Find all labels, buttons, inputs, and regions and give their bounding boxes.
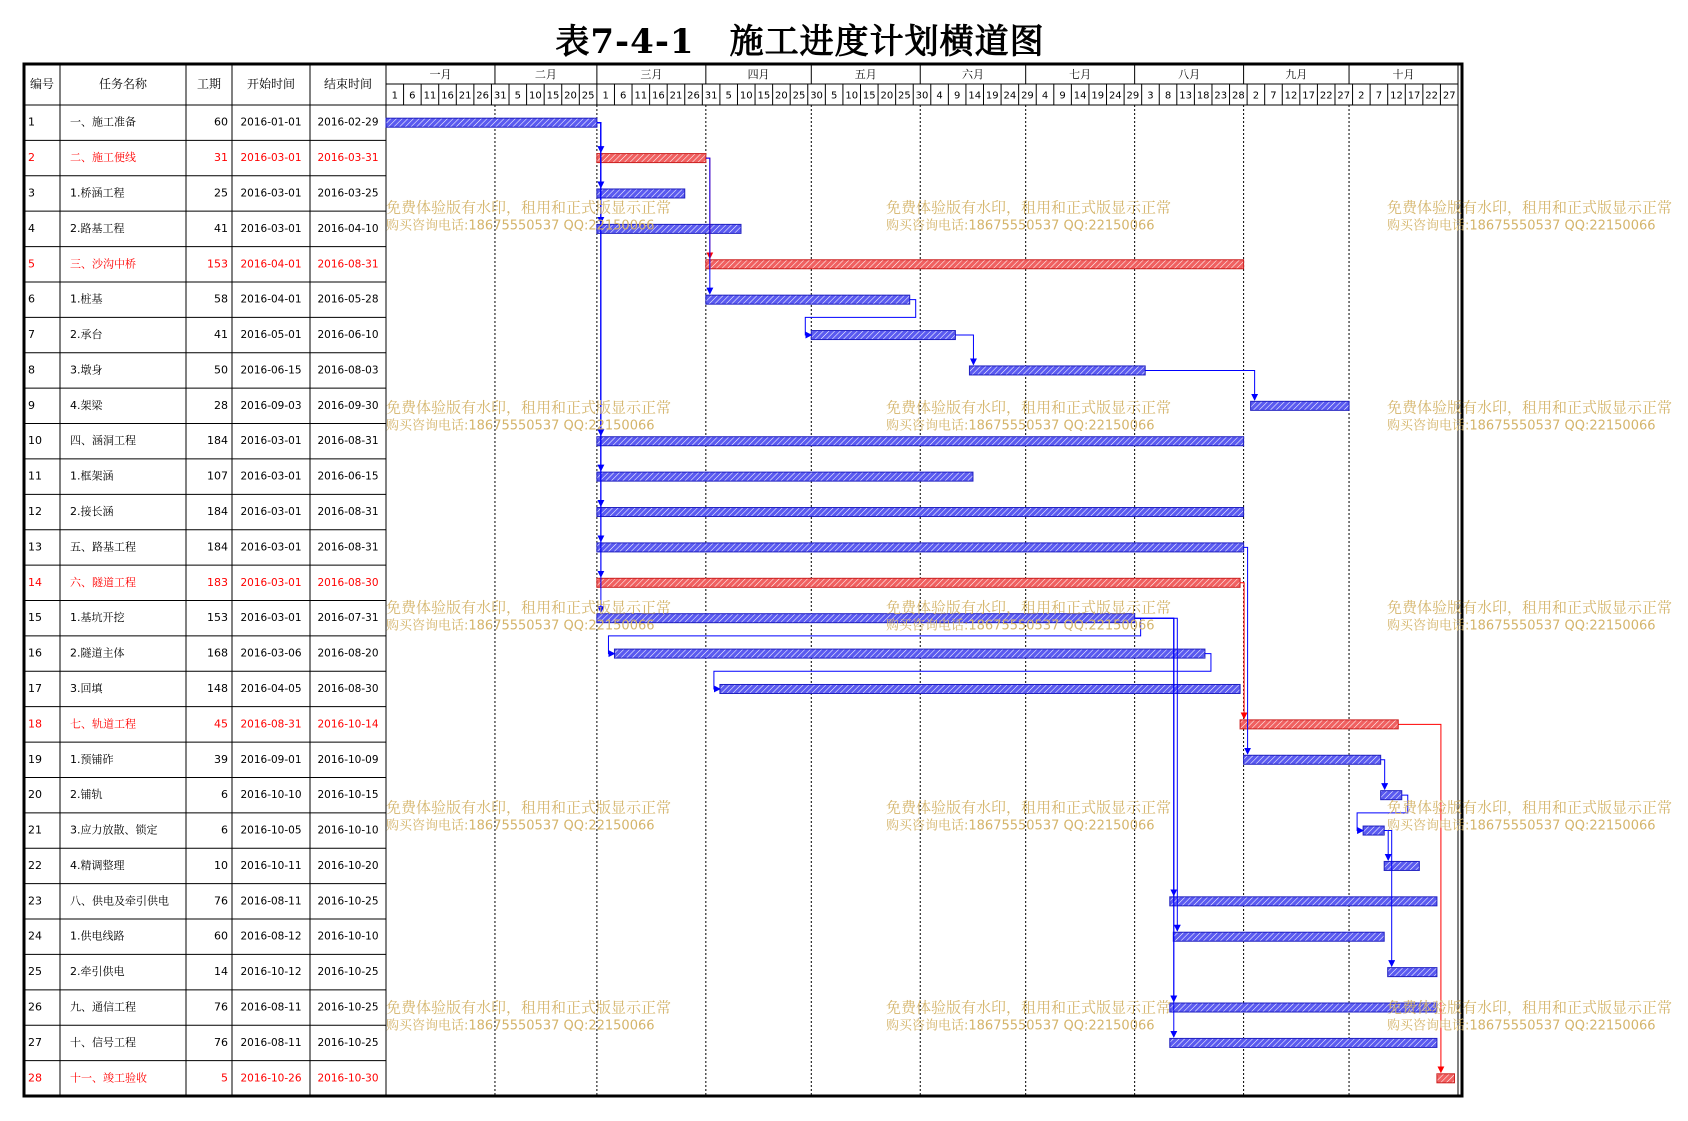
day-tick-label: 30	[810, 90, 823, 102]
watermark-line: 购买咨询电话:18675550537 QQ:22150066	[1387, 1018, 1656, 1034]
task-id: 12	[28, 505, 42, 519]
dependency-link	[597, 123, 601, 506]
task-bar	[614, 649, 1204, 658]
task-duration: 148	[207, 681, 228, 695]
task-duration: 183	[207, 575, 228, 589]
task-name: 1.桥涵工程	[70, 186, 125, 200]
task-bar	[1173, 932, 1384, 941]
day-tick-label: 4	[936, 90, 943, 102]
task-end: 2016-10-20	[317, 859, 379, 872]
task-start: 2016-03-01	[240, 612, 302, 625]
task-duration: 153	[207, 611, 228, 625]
task-id: 6	[28, 292, 35, 306]
task-end: 2016-03-25	[317, 187, 379, 200]
dependency-link	[1145, 370, 1254, 399]
task-id: 24	[28, 929, 42, 943]
month-label: 六月	[961, 68, 984, 81]
task-duration: 60	[214, 115, 228, 129]
task-bar	[1170, 1038, 1437, 1047]
task-end: 2016-09-30	[317, 399, 379, 412]
task-start: 2016-09-03	[240, 399, 302, 412]
task-name: 4.架梁	[70, 398, 103, 412]
task-bar	[1240, 720, 1398, 729]
task-end: 2016-10-25	[317, 895, 379, 908]
column-header: 任务名称	[98, 77, 148, 91]
task-start: 2016-10-12	[240, 966, 302, 979]
day-tick-label: 20	[880, 90, 894, 102]
month-label: 四月	[747, 68, 770, 81]
day-tick-label: 29	[1021, 90, 1034, 102]
dependency-link	[597, 123, 601, 152]
day-tick-label: 20	[564, 90, 577, 102]
month-label: 八月	[1178, 68, 1201, 81]
task-end: 2016-08-31	[317, 258, 379, 271]
task-start: 2016-04-05	[240, 682, 302, 695]
day-tick-label: 19	[985, 90, 999, 102]
task-bar	[597, 543, 1244, 552]
task-duration: 14	[214, 965, 228, 979]
task-duration: 184	[207, 434, 228, 448]
task-end: 2016-08-31	[317, 506, 379, 519]
dependency-link	[597, 123, 601, 436]
task-id: 11	[28, 469, 42, 483]
watermark-line: 免费体验版有水印，租用和正式版显示正常	[386, 798, 672, 817]
day-tick-label: 24	[1003, 90, 1017, 102]
task-start: 2016-03-01	[240, 470, 302, 483]
task-duration: 76	[214, 894, 228, 908]
task-id: 18	[28, 717, 42, 731]
day-tick-label: 25	[898, 90, 911, 102]
day-tick-label: 14	[968, 90, 982, 102]
watermark-line: 购买咨询电话:18675550537 QQ:22150066	[1387, 818, 1656, 834]
task-end: 2016-10-10	[317, 930, 379, 943]
watermark-line: 购买咨询电话:18675550537 QQ:22150066	[386, 418, 655, 434]
dependency-link	[714, 654, 1211, 689]
day-tick-label: 15	[546, 90, 560, 102]
day-tick-label: 27	[1442, 90, 1456, 102]
dependency-link	[1135, 618, 1178, 931]
task-id: 4	[28, 221, 35, 235]
task-bar	[811, 331, 955, 340]
task-name: 八、供电及牵引供电	[70, 894, 169, 908]
task-id: 23	[28, 894, 42, 908]
task-bar	[720, 684, 1240, 693]
task-start: 2016-10-11	[240, 859, 302, 872]
task-start: 2016-03-01	[240, 222, 302, 235]
watermark-line: 购买咨询电话:18675550537 QQ:22150066	[386, 1018, 655, 1034]
day-tick-label: 20	[775, 90, 788, 102]
task-id: 13	[28, 540, 42, 554]
task-name: 1.框架涵	[70, 469, 114, 483]
watermark-line: 免费体验版有水印，租用和正式版显示正常	[386, 198, 672, 217]
dependency-link	[1384, 831, 1388, 860]
column-header: 开始时间	[246, 77, 296, 91]
day-tick-label: 5	[830, 90, 838, 102]
task-end: 2016-08-30	[317, 682, 379, 695]
task-bar	[597, 189, 685, 198]
column-header: 工期	[196, 77, 222, 91]
day-tick-label: 17	[1407, 90, 1421, 102]
day-tick-label: 22	[1425, 90, 1439, 102]
day-tick-label: 12	[1390, 90, 1403, 102]
task-start: 2016-08-11	[240, 1001, 302, 1014]
task-end: 2016-10-10	[317, 824, 379, 837]
task-bar	[1170, 897, 1437, 906]
task-duration: 76	[214, 1000, 228, 1014]
day-tick-label: 3	[1147, 90, 1154, 102]
day-tick-label: 15	[757, 90, 771, 102]
day-tick-label: 10	[739, 90, 753, 102]
task-bar	[1384, 861, 1419, 870]
task-id: 7	[28, 328, 35, 342]
day-tick-label: 17	[1302, 90, 1315, 102]
month-label: 五月	[854, 68, 877, 81]
task-bar	[597, 437, 1244, 446]
task-duration: 50	[214, 363, 228, 377]
day-tick-label: 29	[1126, 90, 1140, 102]
task-end: 2016-08-30	[317, 576, 379, 589]
task-name: 2.隧道主体	[70, 646, 125, 660]
day-tick-label: 16	[652, 90, 665, 102]
task-end: 2016-07-31	[317, 612, 379, 625]
task-bar	[597, 154, 706, 163]
column-header: 编号	[29, 77, 55, 91]
task-end: 2016-06-10	[317, 329, 379, 342]
watermark-line: 购买咨询电话:18675550537 QQ:22150066	[386, 618, 655, 634]
task-duration: 5	[221, 1071, 228, 1085]
column-header: 结束时间	[323, 77, 373, 91]
task-name: 七、轨道工程	[70, 717, 136, 731]
task-end: 2016-10-15	[317, 789, 379, 802]
task-duration: 153	[207, 257, 228, 271]
watermark-line: 购买咨询电话:18675550537 QQ:22150066	[1387, 218, 1656, 234]
task-name: 2.路基工程	[70, 221, 125, 235]
task-start: 2016-10-10	[240, 789, 302, 802]
task-id: 3	[28, 186, 35, 200]
task-name: 4.精调整理	[70, 858, 125, 872]
task-end: 2016-08-31	[317, 435, 379, 448]
day-tick-label: 10	[529, 90, 542, 102]
month-label: 三月	[640, 68, 663, 81]
task-end: 2016-10-25	[317, 1001, 379, 1014]
task-end: 2016-04-10	[317, 222, 379, 235]
dependency-link	[706, 158, 710, 258]
task-id: 27	[28, 1035, 42, 1049]
task-bar	[597, 472, 973, 481]
day-tick-label: 5	[514, 90, 521, 102]
task-name: 三、沙沟中桥	[70, 257, 136, 271]
task-bar	[1437, 1074, 1455, 1083]
task-duration: 107	[207, 469, 228, 483]
task-name: 1.预铺砟	[70, 752, 114, 766]
task-id: 26	[28, 1000, 42, 1014]
task-start: 2016-03-01	[240, 152, 302, 165]
task-name: 1.供电线路	[70, 929, 125, 943]
day-tick-label: 22	[1319, 90, 1333, 102]
task-id: 20	[28, 788, 42, 802]
watermark-line: 购买咨询电话:18675550537 QQ:22150066	[886, 1018, 1155, 1034]
day-tick-label: 11	[423, 90, 437, 102]
task-name: 九、通信工程	[70, 1000, 136, 1014]
day-tick-label: 13	[1179, 90, 1192, 102]
task-name: 1.基坑开挖	[70, 611, 125, 625]
task-id: 28	[28, 1071, 42, 1085]
task-end: 2016-10-25	[317, 966, 379, 979]
dependency-link	[1381, 760, 1385, 789]
task-end: 2016-10-14	[317, 718, 379, 731]
task-name: 一、施工准备	[70, 115, 136, 129]
task-bar	[969, 366, 1145, 375]
day-tick-label: 8	[1164, 90, 1172, 102]
task-duration: 60	[214, 929, 228, 943]
day-tick-label: 21	[458, 90, 472, 102]
task-id: 19	[28, 752, 42, 766]
day-tick-label: 2	[1358, 90, 1365, 102]
month-label: 二月	[534, 68, 557, 81]
watermark-line: 购买咨询电话:18675550537 QQ:22150066	[1387, 618, 1656, 634]
task-id: 15	[28, 611, 42, 625]
task-duration: 6	[221, 823, 228, 837]
task-duration: 28	[214, 398, 228, 412]
task-duration: 45	[214, 717, 228, 731]
task-id: 16	[28, 646, 42, 660]
task-end: 2016-03-31	[317, 152, 379, 165]
task-id: 17	[28, 681, 42, 695]
task-duration: 58	[214, 292, 228, 306]
day-tick-label: 4	[1041, 90, 1049, 102]
day-tick-label: 6	[409, 90, 416, 102]
watermark-line: 免费体验版有水印，租用和正式版显示正常	[1387, 998, 1673, 1017]
day-tick-label: 28	[1231, 90, 1245, 102]
watermark-line: 免费体验版有水印，租用和正式版显示正常	[1387, 198, 1673, 217]
task-name: 3.回填	[70, 681, 103, 695]
watermark-line: 免费体验版有水印，租用和正式版显示正常	[386, 598, 672, 617]
dependency-link	[805, 300, 915, 335]
task-end: 2016-10-09	[317, 753, 379, 766]
task-name: 十一、竣工验收	[70, 1071, 147, 1085]
task-start: 2016-09-01	[240, 753, 302, 766]
task-start: 2016-05-01	[240, 329, 302, 342]
task-end: 2016-06-15	[317, 470, 379, 483]
day-tick-label: 24	[1108, 90, 1122, 102]
task-start: 2016-08-11	[240, 1036, 302, 1049]
watermark-line: 购买咨询电话:18675550537 QQ:22150066	[886, 818, 1155, 834]
day-tick-label: 6	[620, 90, 627, 102]
task-duration: 39	[214, 752, 228, 766]
watermark-line: 免费体验版有水印，租用和正式版显示正常	[886, 598, 1172, 617]
watermark-line: 免费体验版有水印，租用和正式版显示正常	[1387, 398, 1673, 417]
task-end: 2016-10-30	[317, 1072, 379, 1085]
task-duration: 6	[221, 788, 228, 802]
task-start: 2016-06-15	[240, 364, 302, 377]
task-start: 2016-10-05	[240, 824, 302, 837]
task-bar	[386, 118, 597, 127]
day-tick-label: 5	[725, 90, 732, 102]
watermark-line: 免费体验版有水印，租用和正式版显示正常	[1387, 798, 1673, 817]
day-tick-label: 9	[1059, 90, 1066, 102]
day-tick-label: 21	[669, 90, 683, 102]
task-id: 10	[28, 434, 42, 448]
chart-title: 表7-4-1 施工进度计划横道图	[555, 22, 1045, 62]
task-duration: 41	[214, 328, 228, 342]
task-duration: 184	[207, 505, 228, 519]
task-start: 2016-03-01	[240, 541, 302, 554]
day-tick-label: 31	[493, 90, 507, 102]
task-name: 五、路基工程	[70, 540, 136, 554]
task-start: 2016-03-01	[240, 576, 302, 589]
task-name: 1.桩基	[70, 292, 103, 306]
day-tick-label: 23	[1214, 90, 1228, 102]
day-tick-label: 26	[687, 90, 700, 102]
task-start: 2016-03-01	[240, 506, 302, 519]
task-start: 2016-03-06	[240, 647, 302, 660]
watermark-line: 购买咨询电话:18675550537 QQ:22150066	[886, 218, 1155, 234]
day-tick-label: 11	[634, 90, 648, 102]
task-duration: 31	[214, 151, 228, 165]
task-id: 5	[28, 257, 35, 271]
watermark-line: 免费体验版有水印，租用和正式版显示正常	[386, 998, 672, 1017]
task-bar	[597, 578, 1240, 587]
task-end: 2016-08-31	[317, 541, 379, 554]
task-name: 2.接长涵	[70, 505, 114, 519]
month-label: 七月	[1069, 68, 1092, 81]
task-name: 3.应力放散、锁定	[70, 823, 158, 837]
watermark-line: 免费体验版有水印，租用和正式版显示正常	[886, 798, 1172, 817]
task-name: 六、隧道工程	[70, 575, 136, 589]
task-duration: 76	[214, 1035, 228, 1049]
watermark-line: 购买咨询电话:18675550537 QQ:22150066	[886, 418, 1155, 434]
task-bar	[597, 508, 1244, 517]
task-name: 十、信号工程	[70, 1035, 136, 1049]
watermark-line: 免费体验版有水印，租用和正式版显示正常	[386, 398, 672, 417]
day-tick-label: 26	[476, 90, 490, 102]
day-tick-label: 16	[441, 90, 454, 102]
day-tick-label: 31	[704, 90, 718, 102]
day-tick-label: 7	[1375, 90, 1383, 102]
day-tick-label: 25	[792, 90, 806, 102]
task-name: 3.墩身	[70, 363, 103, 377]
dependency-link	[955, 335, 973, 364]
watermark-line: 购买咨询电话:18675550537 QQ:22150066	[886, 618, 1155, 634]
day-tick-label: 7	[1270, 90, 1277, 102]
task-end: 2016-08-20	[317, 647, 379, 660]
task-start: 2016-08-12	[240, 930, 302, 943]
month-label: 十月	[1392, 68, 1415, 81]
day-tick-label: 19	[1091, 90, 1105, 102]
watermark-line: 免费体验版有水印，租用和正式版显示正常	[886, 998, 1172, 1017]
day-tick-label: 14	[1073, 90, 1087, 102]
day-tick-label: 10	[845, 90, 859, 102]
task-start: 2016-03-01	[240, 435, 302, 448]
task-start: 2016-10-26	[240, 1072, 302, 1085]
task-end: 2016-02-29	[317, 116, 379, 129]
day-tick-label: 27	[1337, 90, 1351, 102]
task-duration: 25	[214, 186, 228, 200]
task-id: 8	[28, 363, 35, 377]
watermark-line: 购买咨询电话:18675550537 QQ:22150066	[386, 818, 655, 834]
task-name: 二、施工便线	[70, 151, 136, 165]
task-end: 2016-08-03	[317, 364, 379, 377]
task-bar	[1388, 968, 1437, 977]
task-id: 21	[28, 823, 42, 837]
task-bar	[706, 295, 910, 304]
task-name: 2.承台	[70, 328, 103, 342]
task-duration: 184	[207, 540, 228, 554]
day-tick-label: 25	[581, 90, 595, 102]
task-id: 2	[28, 151, 35, 165]
watermark-line: 购买咨询电话:18675550537 QQ:22150066	[1387, 418, 1656, 434]
month-label: 九月	[1285, 68, 1308, 81]
day-tick-label: 30	[915, 90, 929, 102]
task-start: 2016-08-31	[240, 718, 302, 731]
task-id: 1	[28, 115, 35, 129]
day-tick-label: 1	[391, 90, 398, 102]
task-bar	[1363, 826, 1384, 835]
day-tick-label: 9	[953, 90, 961, 102]
task-name: 四、涵洞工程	[70, 434, 136, 448]
task-id: 25	[28, 965, 42, 979]
watermark-line: 免费体验版有水印，租用和正式版显示正常	[886, 198, 1172, 217]
month-label: 一月	[429, 68, 452, 81]
day-tick-label: 15	[862, 90, 876, 102]
watermark-line: 免费体验版有水印，租用和正式版显示正常	[886, 398, 1172, 417]
day-tick-label: 1	[602, 90, 609, 102]
task-bar	[1244, 755, 1381, 764]
day-tick-label: 2	[1252, 90, 1260, 102]
task-end: 2016-05-28	[317, 293, 379, 306]
task-start: 2016-04-01	[240, 258, 302, 271]
task-start: 2016-01-01	[240, 116, 302, 129]
watermark-line: 免费体验版有水印，租用和正式版显示正常	[1387, 598, 1673, 617]
task-start: 2016-04-01	[240, 293, 302, 306]
task-id: 14	[28, 575, 42, 589]
task-id: 22	[28, 858, 42, 872]
task-name: 2.牵引供电	[70, 965, 125, 979]
task-start: 2016-08-11	[240, 895, 302, 908]
day-tick-label: 12	[1284, 90, 1298, 102]
watermark-line: 购买咨询电话:18675550537 QQ:22150066	[386, 218, 655, 234]
task-bar	[1251, 401, 1349, 410]
day-tick-label: 18	[1196, 90, 1210, 102]
task-end: 2016-10-25	[317, 1036, 379, 1049]
task-id: 9	[28, 398, 35, 412]
dependency-link	[1135, 618, 1174, 895]
task-start: 2016-03-01	[240, 187, 302, 200]
task-bar	[706, 260, 1244, 269]
task-name: 2.铺轨	[70, 788, 103, 802]
task-duration: 41	[214, 221, 228, 235]
task-duration: 10	[214, 858, 228, 872]
task-duration: 168	[207, 646, 228, 660]
